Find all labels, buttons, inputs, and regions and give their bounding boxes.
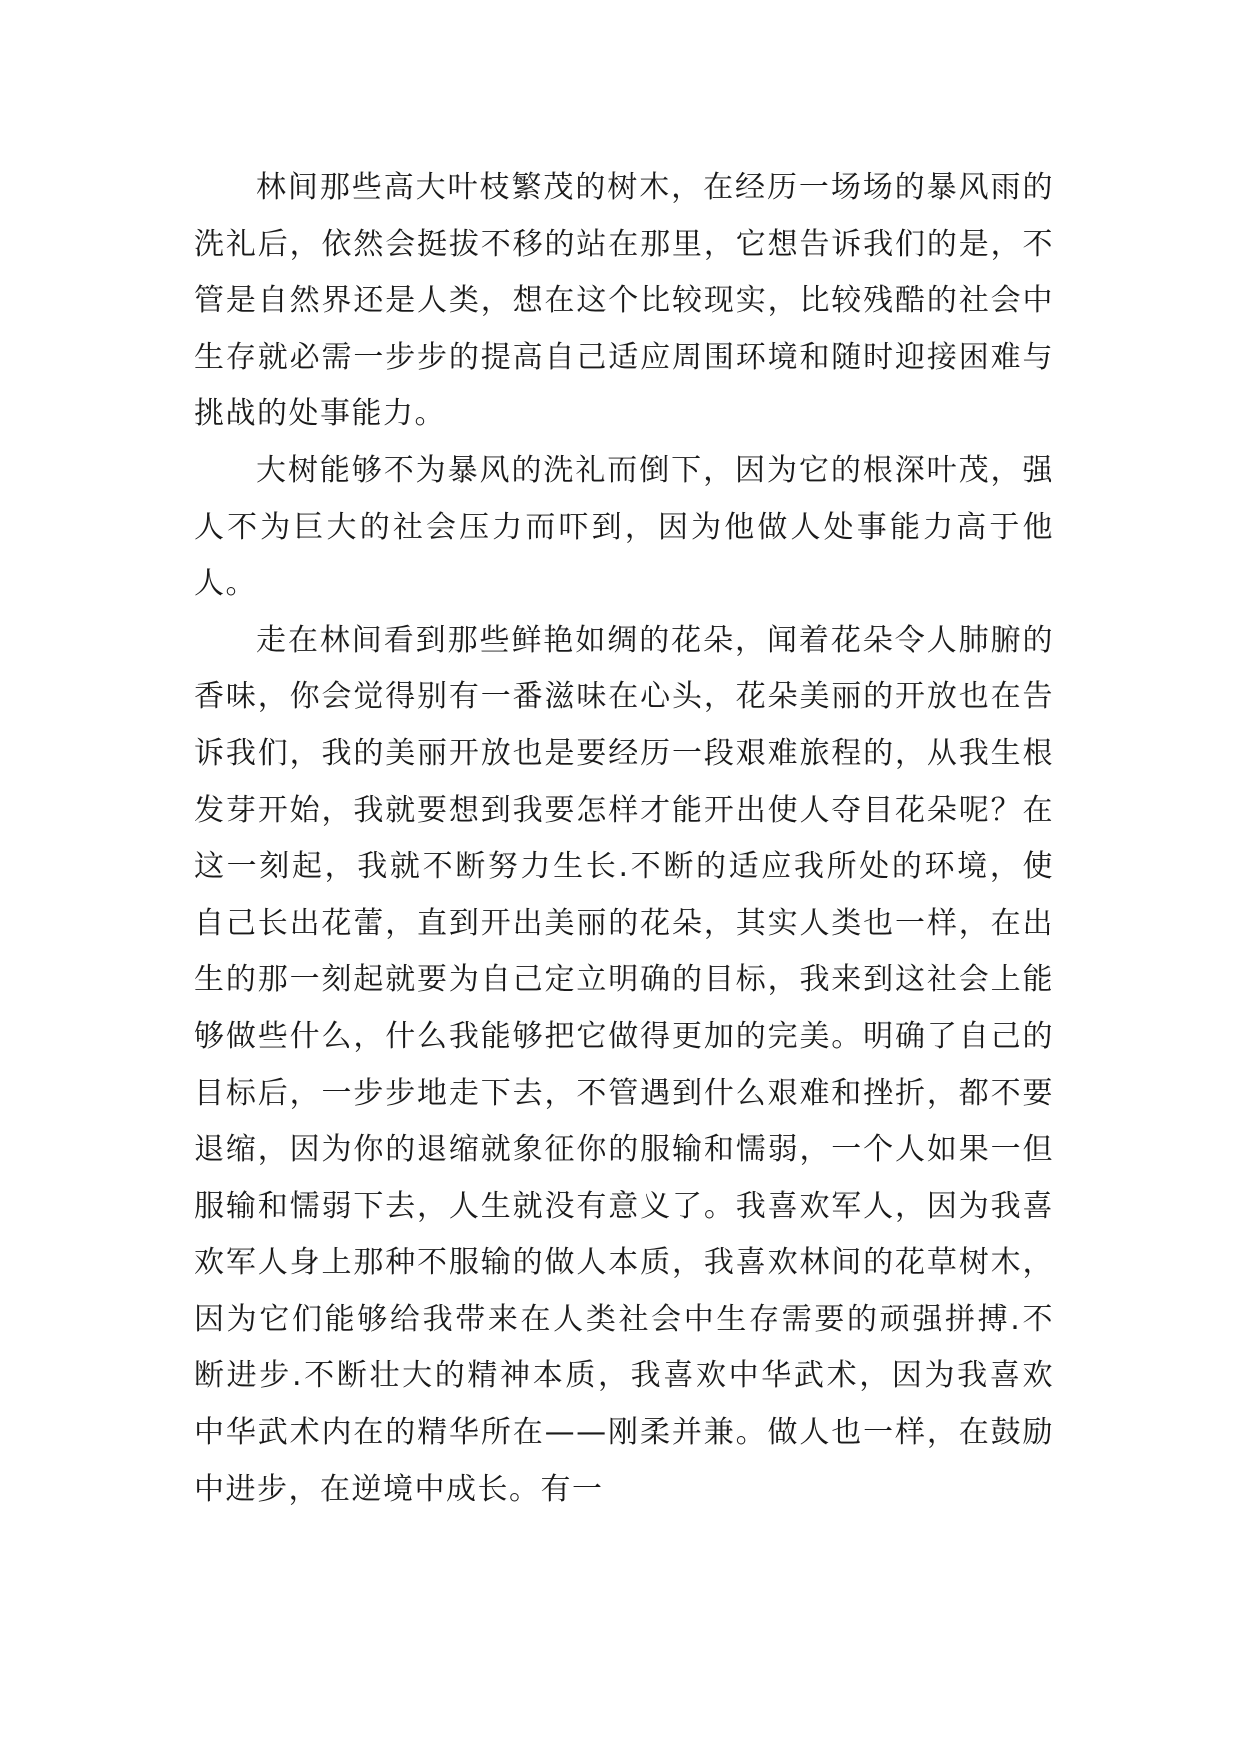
paragraph: 林间那些高大叶枝繁茂的树木，在经历一场场的暴风雨的洗礼后，依然会挺拔不移的站在那里，它想告诉我们的是，不管是自然界还是人类，想在这个比较现实，比较残酷的社会中生存就必需一步步的提高自己适应周围环境和随时迎接困难与挑战的处事能力。 <box>194 170 1054 432</box>
body-text <box>194 160 1054 1518</box>
paragraph: 走在林间看到那些鲜艳如绸的花朵，闻着花朵令人肺腑的香味，你会觉得别有一番滋味在心头，花朵美丽的开放也在告诉我们，我的美丽开放也是要经历一段艰难旅程的，从我生根发芽开始，我就要想到我要怎样才能开出使人夺目花朵呢？在这一刻起，我就不断努力生长.不断的适应我所处的环境，使自己长出花蕾，直到开出美丽的花朵，其实人类也一样，在出生的那一刻起就要为自己定立明确的目标，我来到这社会上能够做些什么，什么我能够把它做得更加的完美。明确了自己的目标后，一步步地走下去，不管遇到什么艰难和挫折，都不要退缩，因为你的退缩就象征你的服输和懦弱，一个人如果一但服输和懦弱下去，人生就没有意义了。我喜欢军人，因为我喜欢军人身上那种不服输的做人本质，我喜欢林间的花草树木，因为它们能够给我带来在人类社会中生存需要的顽强拼搏.不断进步.不断壮大的精神本质，我喜欢中华武术，因为我喜欢中华武术内在的精华所在——刚柔并兼。做人也一样，在鼓励中进步，在逆境中成长。有一 <box>194 622 1054 1507</box>
paragraph: 大树能够不为暴风的洗礼而倒下，因为它的根深叶茂，强人不为巨大的社会压力而吓到，因为他做人处事能力高于他人。 <box>194 452 1054 602</box>
